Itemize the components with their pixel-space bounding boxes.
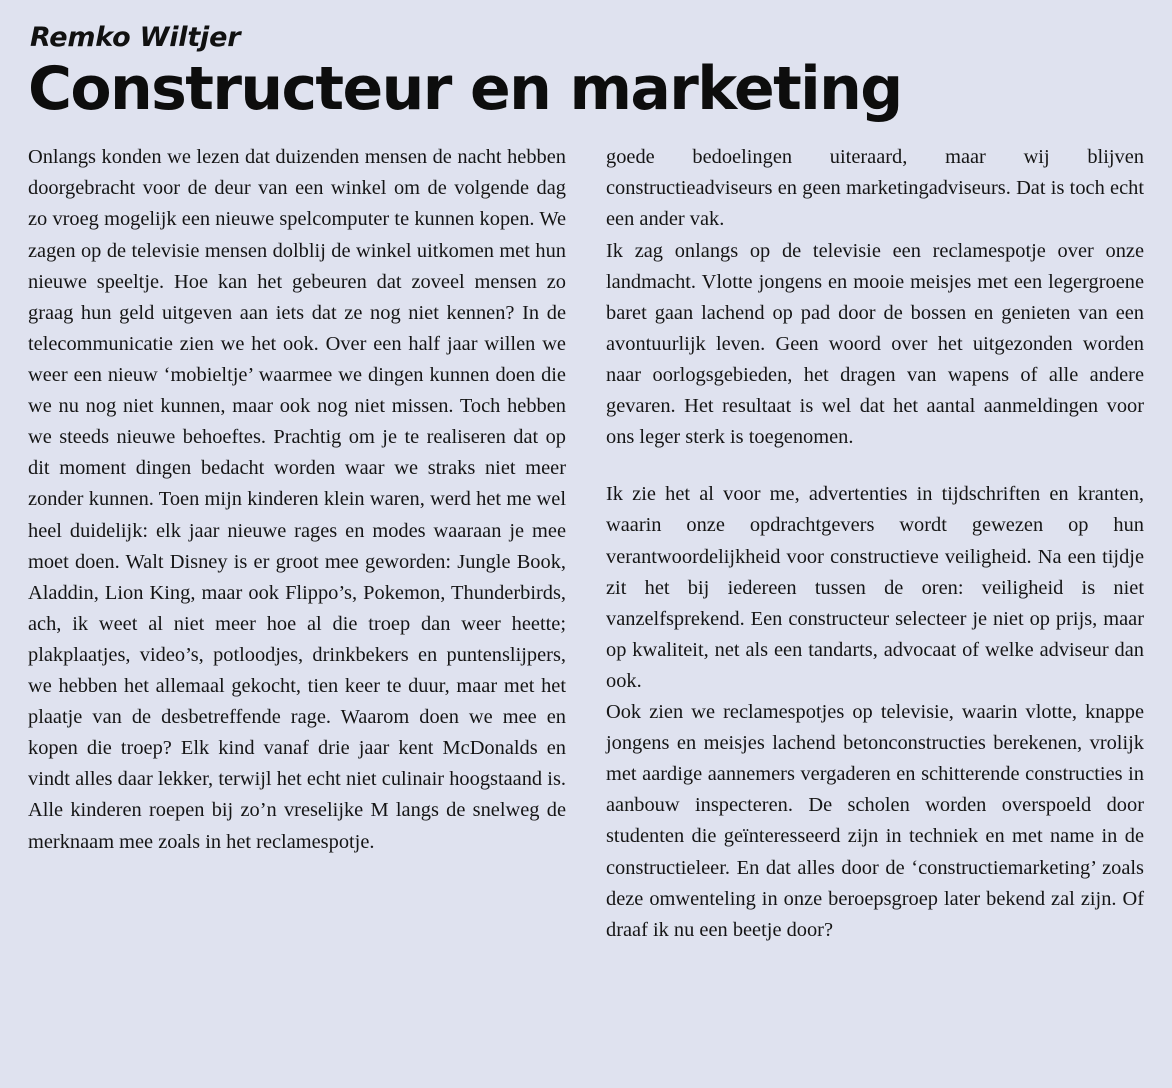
- article-byline: Remko Wiltjer: [30, 22, 241, 53]
- paragraph: goede bedoelingen uiteraard, maar wij blijven constructieadviseurs en geen marketingadviseurs. Dat is toch echt een ander vak.: [606, 146, 1144, 231]
- article-headline: Constructeur en marketing: [28, 54, 902, 124]
- article-columns: [28, 142, 1144, 946]
- paragraph: Ik zie het al voor me, advertenties in tijdschriften en kranten, waarin onze opdrachtgevers wordt gewezen op hun verantwoordelijkheid voor constructieve veiligheid. Na een tijdje zit het bij iedereen tussen de oren: veiligheid is niet vanzelfsprekend. Een constructeur selecteer je niet op prijs, maar op kwaliteit, net als een tandarts, advocaat of welke adviseur dan ook.: [606, 483, 1144, 692]
- paragraph: Onlangs konden we lezen dat duizenden mensen de nacht hebben doorgebracht voor de deur van een winkel om de volgende dag zo vroeg mogelijk een nieuwe spelcomputer te kunnen kopen. We zagen op de televisie mensen dolblij de winkel uitkomen met hun nieuwe speeltje. Hoe kan het gebeuren dat zoveel mensen zo graag hun geld uitgeven aan iets dat ze nog niet kennen? In de telecommunicatie zien we het ook. Over een half jaar willen we weer een nieuw ‘mobieltje’ waarmee we dingen kunnen doen die we nu nog niet kunnen, maar ook nog niet missen. Toch hebben we steeds nieuwe behoeftes. Prachtig om je te realiseren dat op dit moment dingen bedacht worden waar we straks niet meer zonder kunnen. Toen mijn kinderen klein waren, werd het me wel heel duidelijk: elk jaar nieuwe rages en modes waaraan je mee moet doen. Walt Disney is er groot mee geworden: Jungle Book, Aladdin, Lion King, maar ook Flippo’s, Pokemon, Thunderbirds, ach, ik weet al niet meer hoe al die troep dan weer heette; plakplaatjes, video’s, potloodjes, drinkbekers en puntenslijpers, we hebben het allemaal gekocht, tien keer te duur, maar met het plaatje van de desbetreffende rage. Waarom doen we mee en kopen die troep? Elk kind vanaf drie jaar kent McDonalds en vindt alles daar lekker, terwijl het echt niet culinair hoogstaand is. Alle kinderen roepen bij zo’n vreselijke M langs de snelweg de merknaam mee zoals in het reclamespotje.: [28, 146, 566, 853]
- article-column-right: [606, 142, 1144, 946]
- paragraph: Ook zien we reclamespotjes op televisie, waarin vlotte, knappe jongens en meisjes lachend betonconstructies berekenen, vrolijk met aardige aannemers vergaderen en schitterende constructies in aanbouw inspecteren. De scholen worden overspoeld door studenten die geïnteresseerd zijn in techniek en met name in de constructieleer. En dat alles door de ‘constructiemarketing’ zoals deze omwenteling in onze beroepsgroep later bekend zal zijn. Of draaf ik nu een beetje door?: [606, 701, 1144, 941]
- paragraph: Ik zag onlangs op de televisie een reclamespotje over onze landmacht. Vlotte jongens en mooie meisjes met een legergroene baret gaan lachend op pad door de bossen en genieten van een avontuurlijk leven. Geen woord over het uitgezonden worden naar oorlogsgebieden, het dragen van wapens of alle andere gevaren. Het resultaat is wel dat het aantal aanmeldingen voor ons leger sterk is toegenomen.: [606, 239, 1144, 449]
- article-column-left: [28, 142, 566, 858]
